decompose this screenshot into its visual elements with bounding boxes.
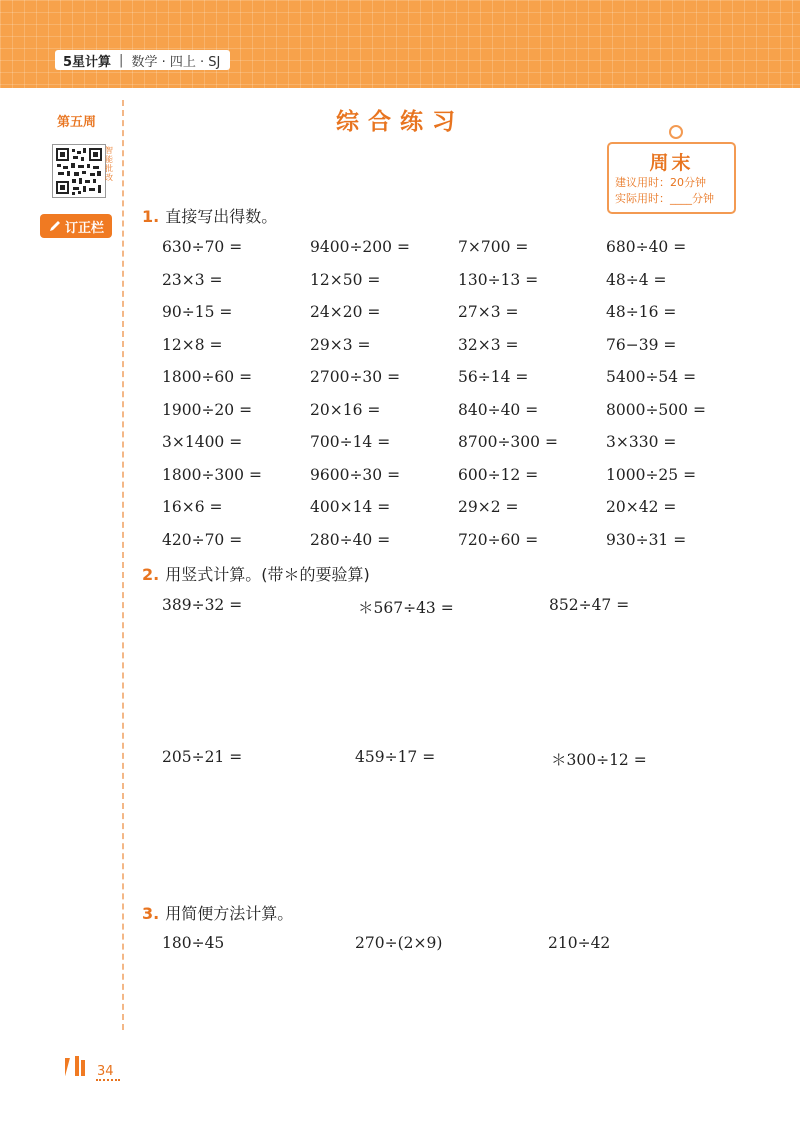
problem: 630÷70 = [162,238,243,256]
qr-side-text: 智能批改 [105,146,113,182]
problem: 1900÷20 = [162,400,253,419]
page-number: 34 [97,1064,114,1079]
problem-row [162,366,762,399]
problem: 12×8 = [162,335,223,354]
section-1-number: 1. [142,207,160,226]
problem: 8000÷500 = [606,400,706,419]
book-subtitle: 数学 · 四上 · SJ [131,54,221,70]
correction-tag [40,214,112,238]
margin-divider [122,100,124,1030]
vertical-problem: ＊567÷43 = [358,599,454,617]
problem: 720÷60 = [458,530,539,549]
problem: 280÷40 = [310,530,391,549]
problem-row [162,529,762,562]
vertical-problem: ＊300÷12 = [551,751,647,769]
problem: 20×42 = [606,498,677,516]
problem: 400×14 = [310,498,391,516]
problem: 700÷14 = [310,433,391,451]
problem: 130÷13 = [458,270,539,289]
week-label: 第五周 [57,115,97,130]
problem: 1000÷25 = [606,465,697,484]
weekend-title: 周末 [649,152,694,174]
page-header [0,0,800,88]
problem: 9600÷30 = [310,465,401,484]
simplify-problem: 210÷42 [548,934,611,952]
hanger-pin [669,125,683,139]
problem: 8700÷300 = [458,433,558,451]
section-1-label: 直接写出得数。 [165,207,278,226]
weekend-card [607,142,736,214]
vertical-problem: 389÷32 = [162,596,243,614]
problem: 680÷40 = [606,238,687,256]
vertical-problem: 459÷17 = [355,748,436,766]
problem: 1800÷300 = [162,465,262,484]
problem: 840÷40 = [458,400,539,419]
problem: 24×20 = [310,303,381,321]
vertical-problem: 852÷47 = [549,596,630,614]
problem: 29×3 = [310,335,371,354]
header-separator: | [119,52,124,68]
problem: 3×1400 = [162,433,243,451]
section-3-title [142,901,293,924]
problem: 420÷70 = [162,530,243,549]
problem: 29×2 = [458,498,519,516]
books-icon [65,1054,93,1076]
problem: 56÷14 = [458,368,529,386]
problem: 16×6 = [162,498,223,516]
qr-code-icon [53,145,105,197]
problem-row [162,269,762,302]
problem: 20×16 = [310,400,381,419]
problem-row [162,334,762,367]
problem-row [162,431,762,464]
section-3-number: 3. [142,904,160,923]
problem: 7×700 = [458,238,529,256]
pencil-icon [48,219,62,233]
problem: 48÷16 = [606,303,677,321]
problem: 3×330 = [606,433,677,451]
problem: 32×3 = [458,335,519,354]
simplify-problem: 180÷45 [162,934,225,952]
actual-time: 实际用时：____分钟 [615,192,714,205]
problem-row [162,236,762,269]
problem-row [162,464,762,497]
correction-label: 订正栏 [64,220,104,236]
suggested-time: 建议用时：20分钟 [615,176,706,189]
problem: 76−39 = [606,335,677,354]
brand-name: 5星计算 [63,54,112,70]
problem: 5400÷54 = [606,368,697,386]
problem: 600÷12 = [458,465,539,484]
section-1-title [142,204,277,227]
problem: 1800÷60 = [162,368,253,386]
problem: 23×3 = [162,270,223,289]
simplify-problem: 270÷(2×9) [355,934,443,952]
problem-row [162,496,762,529]
problem: 27×3 = [458,303,519,321]
page-number-underline [96,1079,120,1081]
vertical-problem: 205÷21 = [162,748,243,766]
problem: 90÷15 = [162,303,233,321]
problem: 2700÷30 = [310,368,401,386]
mental-math-grid [162,236,762,561]
section-2-label: 用竖式计算。(带＊的要验算) [165,565,370,584]
page-title: 综合练习 [336,109,464,135]
problem: 9400÷200 = [310,238,410,256]
problem: 48÷4 = [606,270,667,289]
problem: 12×50 = [310,270,381,289]
qr-code[interactable] [52,144,106,198]
section-3-label: 用简便方法计算。 [165,904,294,923]
problem: 930÷31 = [606,530,687,549]
section-2-number: 2. [142,565,160,584]
problem-row [162,399,762,432]
section-2-title [142,562,370,585]
header-label [55,50,230,70]
problem-row [162,301,762,334]
